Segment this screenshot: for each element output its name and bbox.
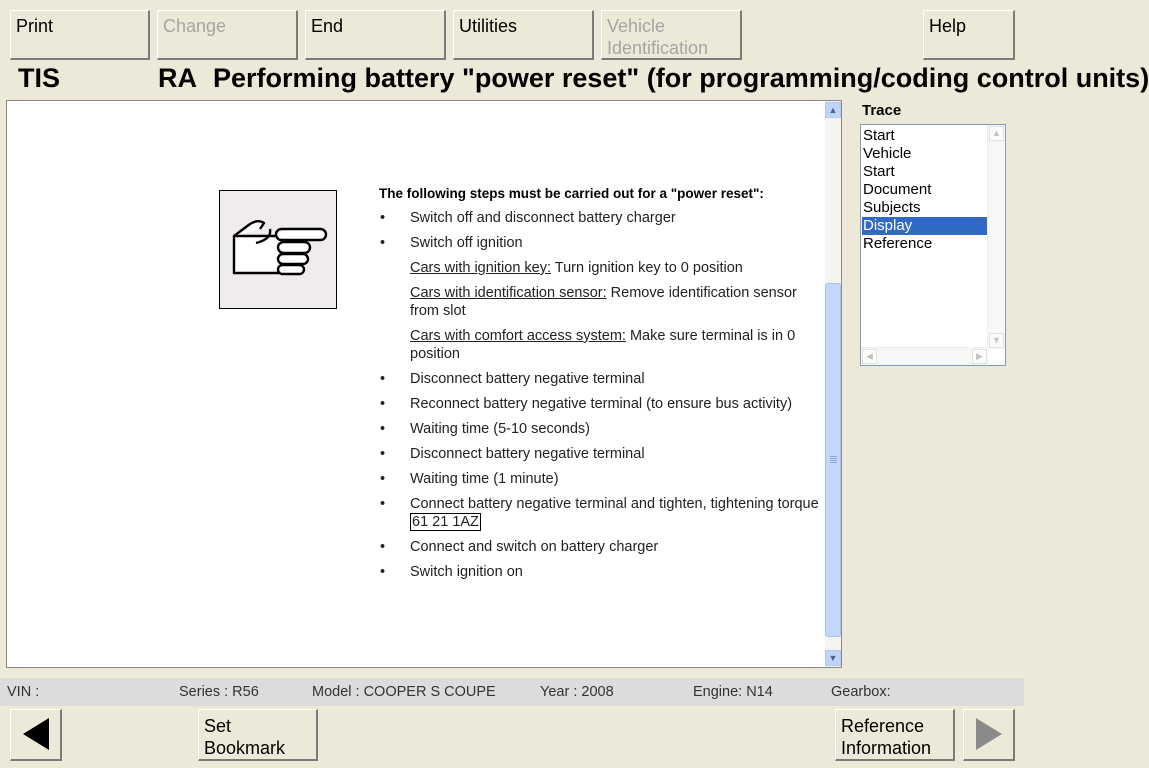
document-title: Performing battery "power reset" (for programming/coding control units)	[213, 63, 1149, 93]
triangle-right-icon	[964, 710, 1012, 758]
scroll-thumb[interactable]	[825, 283, 841, 637]
reference-information-label-line2: Information	[841, 738, 932, 758]
bullet: •	[380, 371, 386, 387]
series-field: Series : R56	[179, 684, 259, 700]
back-button[interactable]	[10, 709, 62, 761]
bullet: •	[380, 210, 386, 226]
bullet: •	[380, 396, 386, 412]
bullet: •	[380, 446, 386, 462]
scroll-right-icon[interactable]: ▶	[972, 349, 987, 364]
step-text: Waiting time (5-10 seconds)	[410, 421, 590, 437]
step-text: Switch off and disconnect battery charger	[410, 210, 676, 226]
sub-note	[379, 327, 819, 363]
vehicle-status-bar	[0, 678, 1024, 706]
trace-horizontal-scrollbar[interactable]	[861, 347, 988, 365]
document-pane[interactable]	[6, 100, 842, 668]
list-item	[379, 470, 819, 488]
list-item	[379, 234, 819, 252]
trace-item[interactable]: Subjects	[863, 199, 921, 216]
engine-field: Engine: N14	[693, 684, 773, 700]
help-button[interactable]: Help	[923, 10, 1015, 60]
document-code: RA	[158, 63, 197, 93]
step-text: Connect battery negative terminal and tighten, tightening torque	[410, 496, 819, 512]
year-field: Year : 2008	[540, 684, 614, 700]
sub-note	[379, 284, 819, 320]
end-button[interactable]: End	[305, 10, 446, 60]
model-field: Model : COOPER S COUPE	[312, 684, 496, 700]
scroll-down-icon[interactable]: ▼	[989, 333, 1004, 348]
grip-icon	[830, 456, 837, 464]
steps-heading: The following steps must be carried out for a "power reset":	[379, 186, 764, 201]
trace-item[interactable]: Reference	[863, 235, 933, 252]
triangle-left-icon	[11, 710, 59, 758]
utilities-button[interactable]: Utilities	[453, 10, 594, 60]
sub-note	[379, 259, 819, 277]
bullet: •	[380, 421, 386, 437]
steps-list	[379, 209, 819, 588]
sub-note-text: Make sure terminal is in 0 position	[410, 328, 796, 362]
list-item	[379, 495, 819, 531]
list-item	[379, 563, 819, 581]
bullet: •	[380, 235, 386, 251]
reference-information-label-line1: Reference	[841, 716, 925, 736]
set-bookmark-button[interactable]	[198, 709, 318, 761]
step-text: Reconnect battery negative terminal (to ensure bus activity)	[410, 396, 793, 412]
sub-note-label: Cars with identification sensor:	[410, 285, 607, 301]
step-text: Disconnect battery negative terminal	[410, 371, 645, 387]
step-text: Connect and switch on battery charger	[410, 539, 659, 555]
list-item	[379, 370, 819, 388]
bullet: •	[380, 539, 386, 555]
scroll-up-icon[interactable]: ▲	[825, 102, 841, 118]
reference-information-button[interactable]	[835, 709, 955, 761]
app-title: TIS	[18, 63, 61, 93]
vehicle-identification-label-line2: Identification	[607, 38, 709, 58]
step-text: Waiting time (1 minute)	[410, 471, 559, 487]
list-item	[379, 395, 819, 413]
set-bookmark-label-line2: Bookmark	[204, 738, 286, 758]
forward-button[interactable]	[963, 709, 1015, 761]
sub-note-text: Remove identification sensor from slot	[410, 285, 797, 319]
print-button[interactable]: Print	[10, 10, 150, 60]
pointing-hand-icon	[219, 190, 337, 309]
list-item	[379, 420, 819, 438]
bullet: •	[380, 564, 386, 580]
sub-note-text: Turn ignition key to 0 position	[551, 260, 743, 276]
title-bar	[0, 60, 1149, 98]
trace-list[interactable]	[860, 124, 1006, 366]
scroll-up-icon[interactable]: ▲	[989, 126, 1004, 141]
trace-item[interactable]: Document	[863, 181, 932, 198]
step-text: Switch ignition on	[410, 564, 523, 580]
trace-label: Trace	[862, 102, 902, 119]
step-text: Switch off ignition	[410, 235, 523, 251]
list-item	[379, 445, 819, 463]
trace-item-selected[interactable]: Display	[862, 217, 988, 235]
gearbox-field: Gearbox:	[831, 684, 891, 700]
set-bookmark-label-line1: Set	[204, 716, 232, 736]
torque-reference-link[interactable]: 61 21 1AZ	[412, 514, 479, 530]
list-item	[379, 209, 819, 227]
scroll-left-icon[interactable]: ◀	[862, 349, 877, 364]
bullet: •	[380, 471, 386, 487]
document-scrollbar[interactable]	[825, 101, 841, 667]
sub-note-label: Cars with ignition key:	[410, 260, 552, 276]
trace-item[interactable]: Vehicle	[863, 145, 912, 162]
vehicle-identification-label-line1: Vehicle	[607, 16, 666, 36]
trace-vertical-scrollbar[interactable]	[987, 125, 1005, 349]
step-text: Disconnect battery negative terminal	[410, 446, 645, 462]
list-item	[379, 538, 819, 556]
change-button[interactable]: Change	[157, 10, 298, 60]
sub-note-label: Cars with comfort access system:	[410, 328, 626, 344]
trace-item[interactable]: Start	[863, 127, 895, 144]
bullet: •	[380, 496, 386, 512]
scroll-down-icon[interactable]: ▼	[825, 650, 841, 666]
vin-field: VIN :	[7, 684, 40, 700]
vehicle-identification-button[interactable]	[601, 10, 742, 60]
trace-item[interactable]: Start	[863, 163, 895, 180]
